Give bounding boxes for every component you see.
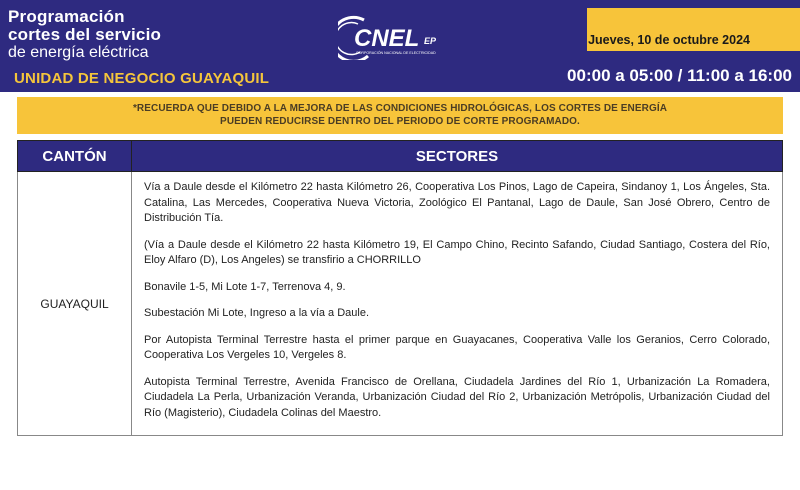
sector-paragraph: Subestación Mi Lote, Ingreso a la vía a Daule. [144,307,370,319]
title-line-1: Programación [8,7,125,26]
canton-cell: GUAYAQUIL [18,172,132,436]
notice-banner [17,97,783,134]
table-row [18,172,783,436]
sectors-cell [132,172,783,436]
cnel-logo [338,14,468,60]
outage-date: Jueves, 10 de octubre 2024 [588,33,750,47]
sector-paragraph: Vía a Daule desde el Kilómetro 22 hasta Kilómetro 26, Cooperativa Los Pinos, Lago de Capeira, Sindanoy 1, Los Ángeles, Sta. Catalina, Las Mercedes, Cooperativa Nueva Victoria, Zoológico El Pantanal, Lago de Daule, San José Obrero, Centro de Distribución Tía. [144,181,770,224]
sector-paragraph: Autopista Terminal Terrestre, Avenida Francisco de Orellana, Ciudadela Jardines del Río 1, Urbanización La Romadera, Ciudadela La Perla, Urbanización Veranda, Urbanización Ciudad del Río 2, Urbanización Metrópolis, Urbanización Ciudad del Río (Magisterio), Ciudadela Colinas del Maestro. [144,375,770,419]
header-banner [0,0,800,92]
page-title [8,8,161,62]
notice-line-2: PUEDEN REDUCIRSE DENTRO DEL PERIODO DE CORTE PROGRAMADO. [220,116,580,127]
title-line-3: de energía eléctrica [8,44,149,61]
business-unit-label: UNIDAD DE NEGOCIO GUAYAQUIL [14,70,270,87]
column-header-canton: CANTÓN [18,141,132,172]
outage-hours: 00:00 a 05:00 / 11:00 a 16:00 [567,66,792,85]
title-line-2: cortes del servicio [8,25,162,44]
column-header-sectors: SECTORES [132,141,783,172]
outage-table [17,140,783,436]
sector-paragraph: (Vía a Daule desde el Kilómetro 22 hasta Kilómetro 19, El Campo Chino, Recinto Safando, Ciudad Santiago, Costera del Río, Eloy Alfaro (D), Los Angeles) se transfirio a CHORRILLO [144,238,770,266]
sector-paragraph: Bonavile 1-5, Mi Lote 1-7, Terrenova 4, 9. [144,280,346,293]
logo-text: CNEL [354,25,420,52]
table-header-row [18,141,783,172]
sector-paragraph: Por Autopista Terminal Terrestre hasta el primer parque en Guayacanes, Cooperativa Valle los Geranios, Cerro Colorado, Cooperativa Los Vergeles 10, Vergeles 8. [144,333,770,361]
notice-line-1: *RECUERDA QUE DEBIDO A LA MEJORA DE LAS CONDICIONES HIDROLÓGICAS, LOS CORTES DE ENERGÍA [132,103,668,114]
logo-suffix: EP [424,36,437,46]
date-box [587,8,800,51]
logo-subtext: CORPORACIÓN NACIONAL DE ELECTRICIDAD [356,51,436,55]
